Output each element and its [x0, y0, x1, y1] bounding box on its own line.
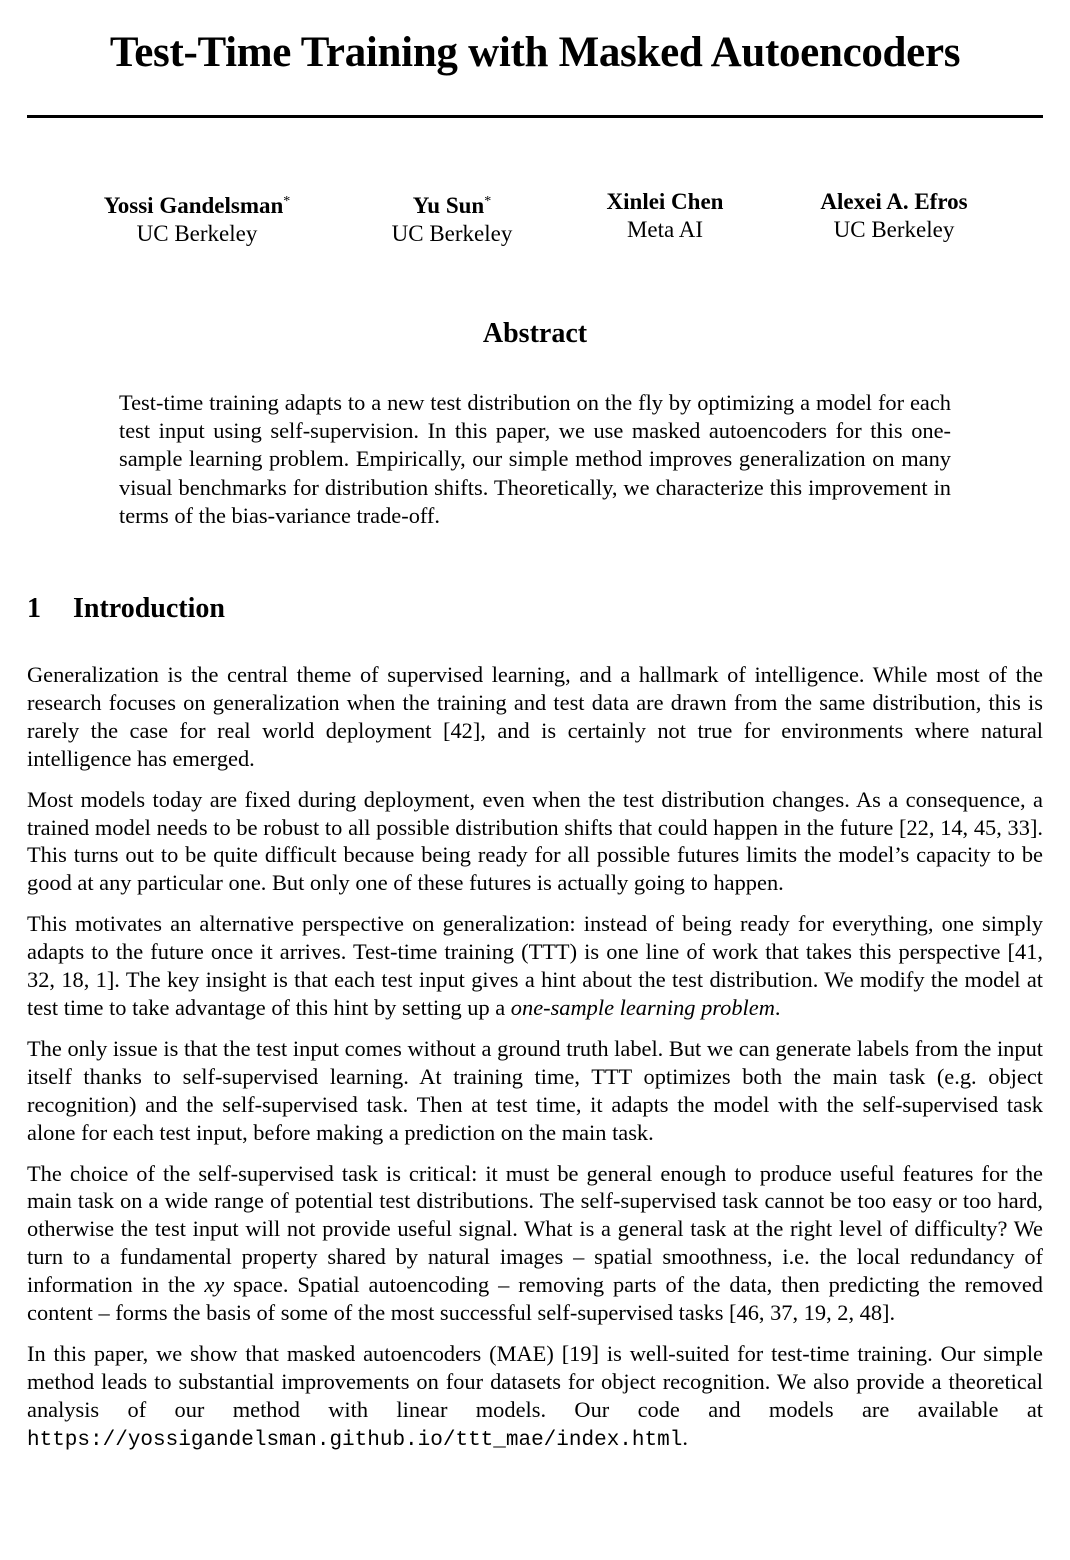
equal-contribution-mark: *: [283, 194, 291, 209]
paper-title: Test-Time Training with Masked Autoencoders: [109, 29, 961, 76]
equal-contribution-mark: *: [484, 194, 492, 209]
paragraph-text: .: [682, 1424, 688, 1450]
author-affiliation: Meta AI: [626, 217, 703, 242]
section-title: Introduction: [73, 593, 225, 624]
paragraph: [27, 1340, 1043, 1455]
author: [104, 188, 291, 248]
paragraph-text: This motivates an alternative perspective on generalization: instead of being ready for everything, one simply adapts to the future once it arrives. Test-time training (TTT) is one line of work that takes this perspective [41, 32, 18, 1]. The key insight is that each test input gives a hint about the test distribution. We modify the model at test time to take advantage of this hint by setting up a: [27, 911, 1043, 1020]
author-affiliation: UC Berkeley: [391, 221, 513, 246]
author: [392, 188, 513, 248]
paragraph-text: Generalization is the central theme of supervised learning, and a hallmark of intelligence. While most of the research focuses on generalization when the training and test data are drawn from the same distribution, this is rarely the case for real world deployment [42], and is certainly not true for environments where natural intelligence has emerged.: [27, 662, 1043, 771]
author-list: [0, 188, 1070, 248]
paragraph-text: The only issue is that the test input comes without a ground truth label. But we can generate labels from the input itself thanks to self-supervised learning. At training time, TTT optimizes both the main task (e.g. object recognition) and the self-supervised task. Then at test time, it adapts the model with the self-supervised task alone for each test input, before making a prediction on the main task.: [27, 1035, 1043, 1145]
author-name: Xinlei Chen: [606, 189, 724, 214]
author: [607, 188, 724, 244]
author: [820, 188, 967, 244]
paragraph: [27, 786, 1043, 898]
abstract-text: Test-time training adapts to a new test distribution on the fly by optimizing a model for each test input using self-supervision. In this paper, we use masked autoencoders for this one-sample learning problem. Empirically, our simple method improves generalization on many visual benchmarks for distribution shifts. Theoretically, we characterize this improvement in terms of the bias-variance trade-off.: [119, 390, 951, 528]
section-number: 1: [27, 593, 41, 624]
paragraph: [27, 661, 1043, 773]
paragraph-text: .: [774, 994, 781, 1020]
paragraph: [27, 910, 1043, 1022]
paragraph: [27, 1035, 1043, 1147]
author-affiliation: UC Berkeley: [833, 217, 955, 242]
math-xy: xy: [204, 1272, 225, 1298]
paragraph-text: The choice of the self-supervised task is critical: it must be general enough to produce useful features for the main task on a wide range of potential test distributions. The self-supervised task cannot be too easy or too hard, otherwise the test input will not provide useful signal. What is a general task at the right level of difficulty? We turn to a fundamental property shared by natural images – spatial smoothness, i.e. the local redundancy of information in the: [27, 1160, 1043, 1298]
emphasis-text: one-sample learning problem: [510, 994, 775, 1020]
section-body: [27, 661, 1043, 1468]
paragraph-text: space. Spatial autoencoding – removing parts of the data, then predicting the removed content – forms the basis of some of the most successful self-supervised tasks [46, 37, 19, 2, 48].: [27, 1272, 1044, 1326]
title-rule: [27, 115, 1043, 118]
paragraph-text: Most models today are fixed during deployment, even when the test distribution changes. As a consequence, a trained model needs to be robust to all possible distribution shifts that could happen in the future [22, 14, 45, 33]. This turns out to be quite difficult because being ready for all possible futures limits the model’s capacity to be good at any particular one. But only one of these futures is actually going to happen.: [27, 786, 1043, 896]
author-affiliation: UC Berkeley: [136, 221, 258, 246]
author-name: Alexei A. Efros: [820, 189, 968, 214]
project-url-link[interactable]: https://yossigandelsman.github.io/ttt_mae/index.html: [27, 1428, 683, 1452]
paragraph: [27, 1160, 1043, 1327]
section-heading: [27, 591, 225, 627]
author-name: Yossi Gandelsman: [103, 193, 284, 218]
paragraph-text: In this paper, we show that masked autoencoders (MAE) [19] is well-suited for test-time training. Our simple method leads to substantial improvements on four datasets for object recognition. We also provide a theoretical analysis of our method with linear models. Our code and models are available at: [27, 1340, 1043, 1422]
author-name: Yu Sun: [412, 193, 485, 218]
abstract-heading: Abstract: [482, 318, 588, 349]
